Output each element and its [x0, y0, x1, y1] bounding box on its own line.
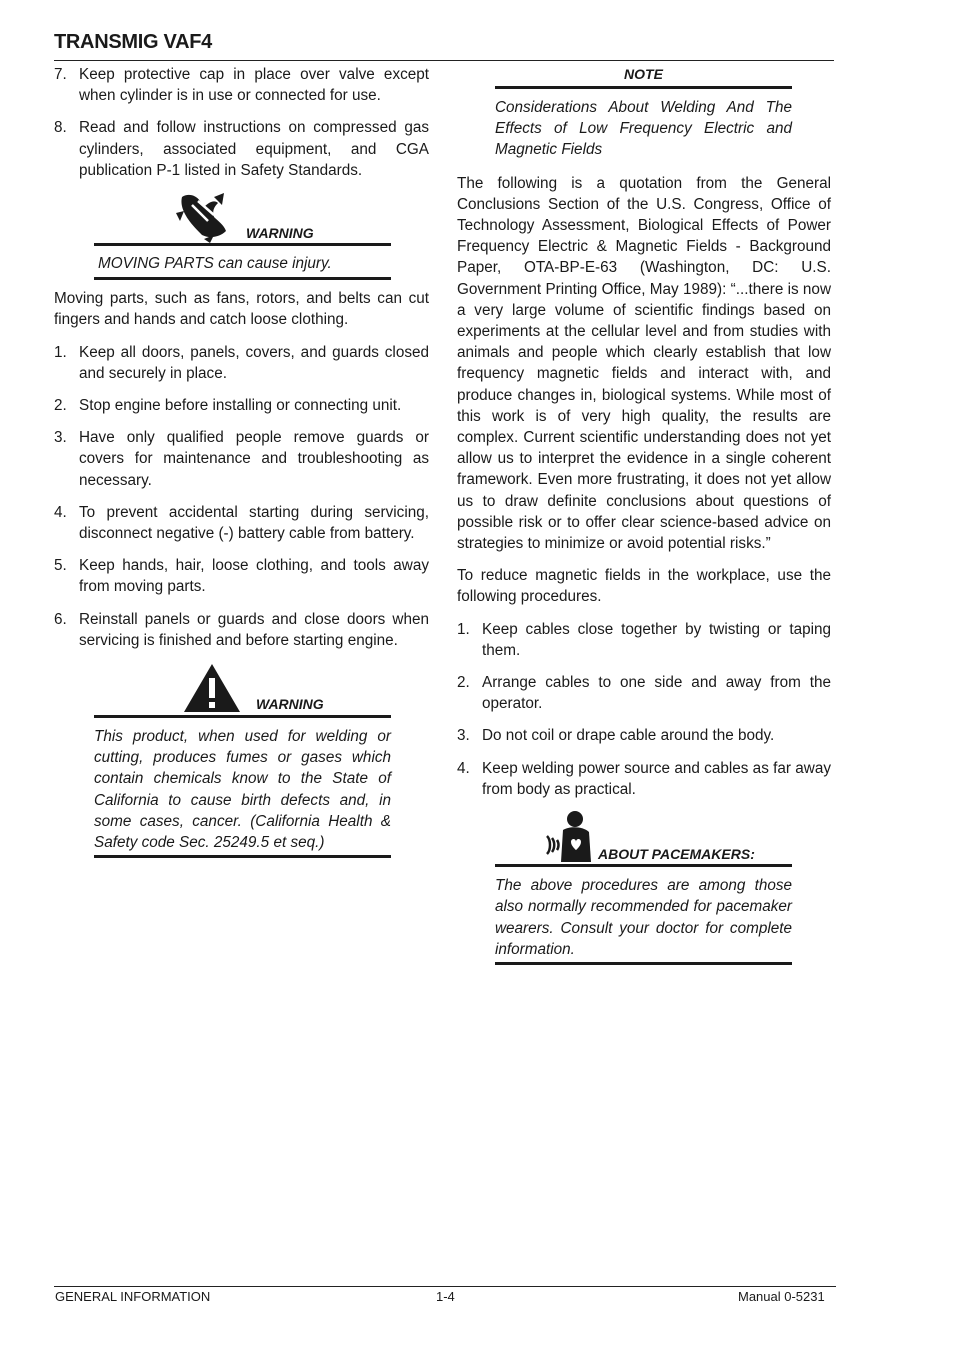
warning-bottom-rule	[94, 855, 391, 858]
list-item: 7. Keep protective cap in place over valve except when cylinder is in use or connected for use.	[54, 66, 429, 105]
note-label: NOTE	[624, 66, 663, 82]
list-item: 3. Have only qualified people remove guards or covers for maintenance and troubleshooting as necessary.	[54, 429, 429, 489]
warning-bottom-rule	[94, 277, 391, 280]
page-number: 1-4	[436, 1289, 455, 1304]
list-item: 4. Keep welding power source and cables as far away from body as practical.	[457, 759, 831, 798]
pacemaker-box	[495, 811, 792, 965]
warning-text: MOVING PARTS can cause injury.	[98, 255, 332, 273]
left-column	[54, 64, 429, 858]
chemical-warning-box	[94, 662, 391, 858]
list-item: 2. Arrange cables to one side and away from the operator.	[457, 674, 831, 713]
note-box	[495, 64, 792, 161]
moving-parts-paragraph: Moving parts, such as fans, rotors, and belts can cut fingers and hands and catch loose clothing.	[54, 290, 429, 329]
list-item: 4. To prevent accidental starting during servicing, disconnect negative (-) battery cable from battery.	[54, 503, 429, 543]
warning-label: WARNING	[246, 225, 314, 242]
moving-parts-hand-icon	[174, 191, 230, 243]
list-item: 5. Keep hands, hair, loose clothing, and tools away from moving parts.	[54, 557, 429, 596]
warning-text: This product, when used for welding or cutting, produces fumes or gases which contain chemicals know to the State of California to cause birth defects and, in some cases, cancer. (California Health & Safety code Sec. 25249.5 et seq.)	[94, 728, 391, 852]
list-item: 1. Keep cables close together by twisting or taping them.	[457, 620, 831, 659]
warning-triangle-icon	[182, 662, 242, 714]
pacemaker-text: The above procedures are among those also normally recommended for pacemaker wearers. Consult your doctor for complete information.	[495, 877, 792, 958]
right-column	[457, 64, 831, 965]
quotation-paragraph: The following is a quotation from the General Conclusions Section of the U.S. Congress, Office of Technology Assessment, Biological Effects of Power Frequency Electric & Magnetic Fields - Background Paper, OTA-BP-E-63 (Washington, DC: U.S. Government Printing Office, May 1989): “...there is now a very large volume of scientific findings based on experiments at the cellular level and from studies with animals and people which clearly establish that low frequency magnetic fields and interact with, and produce changes in, biological systems. While most of this work is of very high quality, the results are complex. Current scientific understanding does not yet allow us to interpret the evidence in a single coherent framework. Even more frustrating, it does not yet allow us to draw definite conclusions about questions of possible risk or to offer clear science-based advice on strategies to minimize or avoid potential risks.”	[457, 174, 831, 553]
list-item: 3. Do not coil or drape cable around the body.	[457, 727, 775, 745]
reduce-fields-paragraph: To reduce magnetic fields in the workplace, use the following procedures.	[457, 567, 831, 606]
warning-label: WARNING	[256, 696, 324, 713]
header-divider	[54, 60, 834, 61]
page-title: TRANSMIG VAF4	[54, 31, 212, 53]
footer-divider	[54, 1286, 836, 1287]
manual-number: Manual 0-5231	[738, 1289, 825, 1304]
pacemaker-bottom-rule	[495, 962, 792, 965]
list-item: 6. Reinstall panels or guards and close doors when servicing is finished and before starting engine.	[54, 610, 429, 649]
footer-section: GENERAL INFORMATION	[55, 1289, 211, 1304]
pacemaker-label: ABOUT PACEMAKERS:	[598, 846, 755, 863]
pacemaker-person-icon	[545, 810, 599, 864]
note-text: Considerations About Welding And The Effects of Low Frequency Electric and Magnetic Fields	[495, 99, 792, 159]
list-item: 2. Stop engine before installing or connecting unit.	[54, 397, 402, 415]
moving-parts-warning-box	[94, 191, 391, 280]
list-item: 1. Keep all doors, panels, covers, and guards closed and securely in place.	[54, 343, 429, 382]
list-item: 8. Read and follow instructions on compressed gas cylinders, associated equipment, and CGA publication P-1 listed in Safety Standards.	[54, 119, 429, 179]
